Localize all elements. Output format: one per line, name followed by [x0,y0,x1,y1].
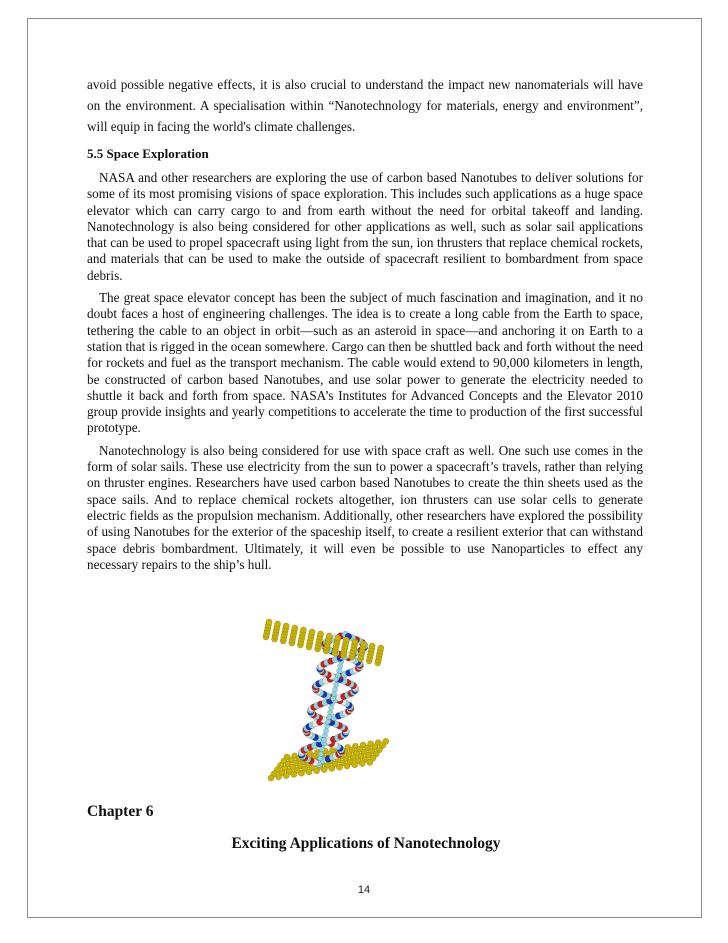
gold-atom [268,775,274,781]
gold-atom [321,767,327,773]
gold-atom [306,769,312,775]
gold-atom [276,774,282,780]
section-paragraph-3: Nanotechnology is also being considered for use with space craft as well. One such use comes in the form of solar sails. These use electricity from the sun to power a spacecraft’s travels, rather than relying on thruster engines. Researchers have used carbon based Nanotubes to create the thin sheets used as the space sails. And to replace chemical rockets altogether, ion thrusters can use solar cells to generate electric fields as the propulsion mechanism. Additionally, other researchers have explored the possibility of using Nanotubes for the exterior of the spaceship itself, to create a resilient exterior that can withstand space debris bombardment. Ultimately, it will even be possible to use Nanoparticles to effect any necessary repairs to the ship’s hull. [87,442,643,572]
gold-atom [275,621,281,627]
gold-atom [359,761,365,767]
base-pair-atom [336,673,341,678]
gold-atom [343,637,349,643]
base-pair-atom [333,687,338,692]
gold-atom [369,643,375,649]
gold-atom [344,763,350,769]
chapter-title: Exciting Applications of Nanotechnology [231,835,501,852]
gold-atom [291,771,297,777]
page-number: 14 [357,884,371,896]
section-heading: 5.5 Space Exploration [87,146,209,161]
gold-atom [326,633,332,639]
gold-atom [378,645,384,651]
base-pair-atom [321,737,326,742]
base-pair-atom [338,664,343,669]
gold-atom [352,762,358,768]
base-pair-atom [318,751,323,756]
base-pair-atom [322,733,327,738]
page-content [87,74,643,573]
section-paragraph-2: The great space elevator concept has been the subject of much fascination and imagination, and it no doubt faces a host of engineering challenges. The idea is to create a long cable from the Earth to space, tethering the cable to an object in orbit—such as an asteroid in space—and anchoring it on Earth to a station that is rigged in the ocean somewhere. Cargo can then be shuttled back and forth without the need for rockets and fuel as the transport mechanism. The cable would extend to 90,000 kilometers in length, be constructed of carbon based Nanotubes, and use solar power to generate the electricity needed to shuttle it back and forth from space. NASA’s Institutes for Advanced Concepts and the Elevator 2010 group provide insights and yearly competitions to accelerate the time to production of the first successful prototype. [87,290,643,436]
gold-atom [314,768,320,774]
dna-nanostructure-illustration [257,612,417,797]
base-pair-atom [317,756,322,761]
gold-atom [283,773,289,779]
base-pair-atom [331,696,336,701]
base-pair-atom [328,710,333,715]
gold-atom [283,623,289,629]
chapter-label: Chapter 6 [87,803,154,820]
gold-atom [318,631,324,637]
gold-atom [298,770,304,776]
base-pair-atom [337,668,342,673]
gold-atom [361,641,367,647]
base-pair-atom [332,691,337,696]
base-pair-atom [324,728,329,733]
gold-atom [300,627,306,633]
section-paragraph-1: NASA and other researchers are exploring the use of carbon based Nanotubes to deliver solutions for some of its most promising visions of space exploration. This includes such applications as a huge space elevator which can carry cargo to and from earth without the need for orbital takeoff and landing. Nanotechnology is also being considered for other applications as well, such as solar sail applications that can be used to propel spacecraft using light from the sun, ion thrusters that replace chemical rockets, and materials that can be used to make the outside of spacecraft resilient to bombardment from space debris. [87,170,643,283]
gold-atom [367,759,373,765]
intro-paragraph: avoid possible negative effects, it is also crucial to understand the impact new nanomaterials will have on the environment. A specialisation within “Nanotechnology for materials, energy and environment”, will equip in facing the world's climate challenges. [87,77,643,134]
gold-atom [335,635,341,641]
base-pair-atom [327,714,332,719]
base-pair-atom [329,705,334,710]
gold-atom [292,625,298,631]
gold-atom [309,629,315,635]
gold-atom [336,764,342,770]
gold-atom [352,639,358,645]
gold-atom [329,765,335,771]
base-pair-atom [334,682,339,687]
gold-atom [266,619,272,625]
